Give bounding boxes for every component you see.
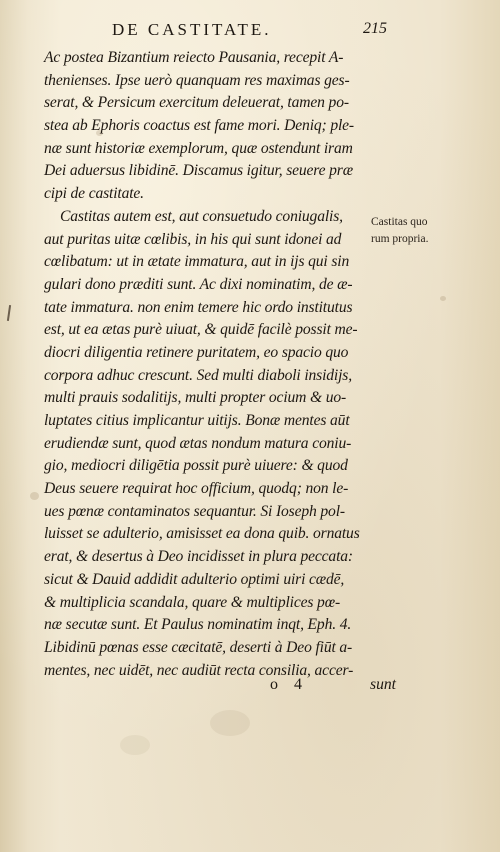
text-line: Dei aduersus libidinē. Discamus igitur, seuere præ [44,162,353,180]
paragraph-start-line: Castitas autem est, aut consuetudo coniugalis, [60,207,343,225]
text-line: tate immatura. non enim temere hic ordo institutus [44,298,353,316]
text-line: aut puritas uitæ cœlibis, in his qui sunt idonei ad [44,230,342,248]
text-line: erat, & desertus à Deo incidisset in plura peccata: [44,548,353,566]
text-line: diocri diligentia retinere puritatem, eo spacio quo [44,343,349,361]
body-text [44,47,399,682]
margin-note-line: rum propria. [371,233,429,245]
text-line: cipi de castitate. [44,185,144,203]
text-line: gio, mediocri diligētia possit purè uiuere: & quod [44,457,348,475]
text-line: & multiplicia scandala, quare & multiplices pœ- [44,593,340,611]
text-line: næ secutæ sunt. Et Paulus nominatim inqt, Eph. 4. [44,616,352,634]
text-line: Ac postea Bizantium reiecto Pausania, recepit A- [44,49,344,66]
text-line: gulari dono præditi sunt. Ac dixi nominatim, de æ- [44,275,353,293]
foxing-spot [440,296,446,301]
page-number: 215 [363,20,387,37]
catchword: sunt [370,676,396,693]
foxing-spot [120,735,150,755]
text-line: sicut & Dauid addidit adulterio optimi uiri cædē, [44,570,345,588]
text-line: cœlibatum: ut in ætate immatura, aut in ijs qui sin [44,253,350,271]
foxing-spot [30,492,39,500]
text-line: luptates citius implicantur uitijs. Bonæ mentes aūt [44,412,350,429]
margin-note-line: Castitas quo [371,216,428,228]
margin-note [371,214,481,248]
text-line: Deus seuere requirat hoc officium, quodq; non le- [44,480,349,498]
text-line: est, ut ea ætas purè uiuat, & quidē facilè possit me- [44,321,358,339]
text-line: mentes, nec uidēt, nec audiūt recta consilia, accer- [44,661,354,679]
text-line: luisset se adulterio, amisisset ea dona quib. ornatus [44,525,360,543]
foxing-spot [210,710,250,736]
text-line: stea ab Ephoris coactus est fame mori. Deniq; ple- [44,117,354,135]
signature-mark: o 4 [270,676,308,693]
running-title: DE CASTITATE. [112,20,272,39]
text-line: ues pœnæ contaminatos sequantur. Si Ioseph pol- [44,502,345,520]
text-line: thenienses. Ipse uerò quanquam res maximas ges- [44,71,350,89]
pencil-mark [7,305,11,321]
text-line: multi prauis sodalitijs, multi propter ocium & uo- [44,389,347,407]
text-line: serat, & Persicum exercitum deleuerat, tamen po- [44,94,349,112]
text-line: Libidinū pœnas esse cæcitatē, deserti à Deo fiūt a- [44,638,353,656]
page-header [0,20,500,42]
text-line: erudiendæ sunt, quod ætas nondum matura coniu- [44,434,352,452]
text-line: corpora adhuc crescunt. Sed multi diaboli insidijs, [44,366,352,384]
text-line: næ sunt historiæ exemplorum, quæ ostendunt iram [44,139,353,157]
